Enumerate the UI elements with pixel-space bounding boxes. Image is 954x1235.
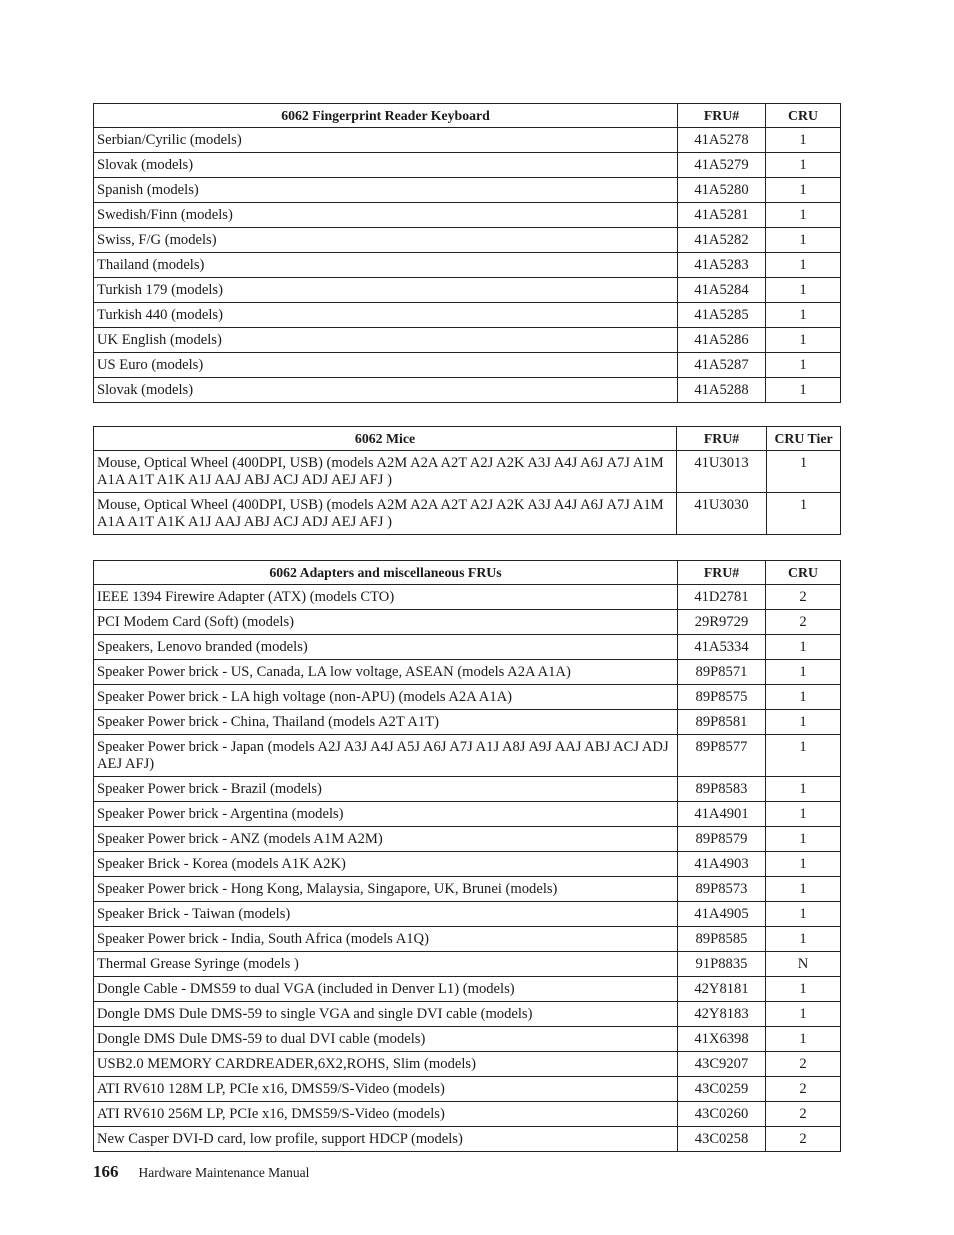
fru-number-cell: 41A5334 [678, 635, 766, 660]
description-cell: UK English (models) [94, 328, 678, 353]
cru-cell: 1 [766, 877, 841, 902]
cru-cell: 1 [766, 253, 841, 278]
page-footer [93, 1162, 309, 1182]
description-cell: Dongle DMS Dule DMS-59 to single VGA and single DVI cable (models) [94, 1002, 678, 1027]
description-cell: Slovak (models) [94, 153, 678, 178]
fru-number-cell: 41A5281 [678, 203, 766, 228]
table-row [94, 735, 841, 777]
adapters-misc-table [93, 560, 841, 1152]
cru-cell: 1 [766, 777, 841, 802]
description-cell: Thailand (models) [94, 253, 678, 278]
cru-cell: 1 [766, 927, 841, 952]
cru-cell: 1 [766, 1027, 841, 1052]
fingerprint-keyboard-table [93, 103, 841, 403]
cru-cell: 2 [766, 1127, 841, 1152]
description-cell: Serbian/Cyrilic (models) [94, 128, 678, 153]
cru-cell: 1 [766, 977, 841, 1002]
fru-number-cell: 89P8583 [678, 777, 766, 802]
table-row [94, 253, 841, 278]
description-cell: PCI Modem Card (Soft) (models) [94, 610, 678, 635]
description-cell: US Euro (models) [94, 353, 678, 378]
cru-cell: 1 [766, 378, 841, 403]
fru-number-cell: 41A4901 [678, 802, 766, 827]
description-cell: ATI RV610 256M LP, PCIe x16, DMS59/S-Video (models) [94, 1102, 678, 1127]
description-cell: Speaker Power brick - Argentina (models) [94, 802, 678, 827]
description-cell: Speaker Brick - Korea (models A1K A2K) [94, 852, 678, 877]
table-row [94, 977, 841, 1002]
cru-cell: 1 [766, 128, 841, 153]
page-number: 166 [93, 1162, 119, 1181]
table-row [94, 877, 841, 902]
fru-number-cell: 41A5288 [678, 378, 766, 403]
description-cell: Turkish 179 (models) [94, 278, 678, 303]
fru-number-cell: 91P8835 [678, 952, 766, 977]
cru-cell: 1 [766, 203, 841, 228]
column-header-description: 6062 Fingerprint Reader Keyboard [94, 104, 678, 128]
description-cell: New Casper DVI-D card, low profile, support HDCP (models) [94, 1127, 678, 1152]
table-header-row [94, 427, 841, 451]
cru-cell: 1 [767, 493, 841, 535]
description-cell: Speaker Power brick - ANZ (models A1M A2M) [94, 827, 678, 852]
fru-number-cell: 41A5280 [678, 178, 766, 203]
fru-number-cell: 29R9729 [678, 610, 766, 635]
table-row [94, 228, 841, 253]
table-row [94, 952, 841, 977]
cru-cell: 1 [766, 802, 841, 827]
table-row [94, 852, 841, 877]
table-row [94, 1002, 841, 1027]
mice-table [93, 426, 841, 535]
cru-cell: 1 [766, 735, 841, 777]
description-cell: Speaker Power brick - China, Thailand (models A2T A1T) [94, 710, 678, 735]
description-cell: Speaker Power brick - India, South Africa (models A1Q) [94, 927, 678, 952]
fru-number-cell: 89P8571 [678, 660, 766, 685]
cru-cell: 1 [766, 178, 841, 203]
description-cell: Dongle Cable - DMS59 to dual VGA (included in Denver L1) (models) [94, 977, 678, 1002]
column-header-fru: FRU# [678, 561, 766, 585]
fru-number-cell: 43C9207 [678, 1052, 766, 1077]
description-cell: Mouse, Optical Wheel (400DPI, USB) (models A2M A2A A2T A2J A2K A3J A4J A6J A7J A1M A1A A1T A1K A1J AAJ ABJ ACJ ADJ AEJ AFJ ) [94, 493, 677, 535]
fru-number-cell: 89P8581 [678, 710, 766, 735]
column-header-cru: CRU [766, 561, 841, 585]
table-header-row [94, 561, 841, 585]
description-cell: IEEE 1394 Firewire Adapter (ATX) (models CTO) [94, 585, 678, 610]
table-row [94, 178, 841, 203]
table-row [94, 303, 841, 328]
description-cell: Thermal Grease Syringe (models ) [94, 952, 678, 977]
description-cell: Mouse, Optical Wheel (400DPI, USB) (models A2M A2A A2T A2J A2K A3J A4J A6J A7J A1M A1A A1T A1K A1J AAJ ABJ ACJ ADJ AEJ AFJ ) [94, 451, 677, 493]
table-row [94, 1052, 841, 1077]
table-row [94, 827, 841, 852]
cru-cell: 1 [766, 660, 841, 685]
table-row [94, 1102, 841, 1127]
cru-cell: 1 [766, 902, 841, 927]
fru-number-cell: 89P8575 [678, 685, 766, 710]
fru-number-cell: 41A5285 [678, 303, 766, 328]
fru-number-cell: 89P8573 [678, 877, 766, 902]
fru-number-cell: 41A5283 [678, 253, 766, 278]
table-row [94, 378, 841, 403]
fru-number-cell: 41A4903 [678, 852, 766, 877]
description-cell: USB2.0 MEMORY CARDREADER,6X2,ROHS, Slim (models) [94, 1052, 678, 1077]
table-row [94, 777, 841, 802]
fru-number-cell: 41A5286 [678, 328, 766, 353]
fru-number-cell: 41U3030 [677, 493, 767, 535]
table-row [94, 902, 841, 927]
column-header-description: 6062 Mice [94, 427, 677, 451]
description-cell: ATI RV610 128M LP, PCIe x16, DMS59/S-Video (models) [94, 1077, 678, 1102]
fru-number-cell: 41A4905 [678, 902, 766, 927]
cru-cell: 1 [766, 353, 841, 378]
table-row [94, 328, 841, 353]
table-row [94, 927, 841, 952]
fru-number-cell: 41D2781 [678, 585, 766, 610]
description-cell: Speaker Power brick - US, Canada, LA low voltage, ASEAN (models A2A A1A) [94, 660, 678, 685]
cru-cell: 1 [766, 635, 841, 660]
cru-cell: 1 [766, 153, 841, 178]
table-row [94, 685, 841, 710]
fru-number-cell: 41A5279 [678, 153, 766, 178]
cru-cell: 1 [766, 852, 841, 877]
fru-number-cell: 89P8579 [678, 827, 766, 852]
table-row [94, 353, 841, 378]
table-row [94, 203, 841, 228]
table-row [94, 1077, 841, 1102]
table-row [94, 585, 841, 610]
cru-cell: N [766, 952, 841, 977]
description-cell: Spanish (models) [94, 178, 678, 203]
table-row [94, 635, 841, 660]
column-header-cru-tier: CRU Tier [767, 427, 841, 451]
fru-number-cell: 43C0259 [678, 1077, 766, 1102]
cru-cell: 1 [766, 710, 841, 735]
fru-number-cell: 41X6398 [678, 1027, 766, 1052]
cru-cell: 1 [767, 451, 841, 493]
fru-number-cell: 89P8585 [678, 927, 766, 952]
fru-number-cell: 42Y8183 [678, 1002, 766, 1027]
cru-cell: 1 [766, 1002, 841, 1027]
description-cell: Speaker Brick - Taiwan (models) [94, 902, 678, 927]
table-row [94, 610, 841, 635]
cru-cell: 2 [766, 585, 841, 610]
fru-number-cell: 41A5282 [678, 228, 766, 253]
table-row [94, 710, 841, 735]
cru-cell: 1 [766, 685, 841, 710]
column-header-cru: CRU [766, 104, 841, 128]
fru-number-cell: 42Y8181 [678, 977, 766, 1002]
table-row [94, 1127, 841, 1152]
table-row [94, 493, 841, 535]
cru-cell: 1 [766, 303, 841, 328]
description-cell: Turkish 440 (models) [94, 303, 678, 328]
cru-cell: 1 [766, 328, 841, 353]
cru-cell: 1 [766, 228, 841, 253]
fru-number-cell: 41A5287 [678, 353, 766, 378]
table-row [94, 451, 841, 493]
table-row [94, 1027, 841, 1052]
description-cell: Speaker Power brick - Brazil (models) [94, 777, 678, 802]
fru-number-cell: 41U3013 [677, 451, 767, 493]
fru-number-cell: 41A5284 [678, 278, 766, 303]
description-cell: Swiss, F/G (models) [94, 228, 678, 253]
description-cell: Dongle DMS Dule DMS-59 to dual DVI cable (models) [94, 1027, 678, 1052]
description-cell: Slovak (models) [94, 378, 678, 403]
description-cell: Speaker Power brick - LA high voltage (non-APU) (models A2A A1A) [94, 685, 678, 710]
description-cell: Swedish/Finn (models) [94, 203, 678, 228]
fru-number-cell: 43C0258 [678, 1127, 766, 1152]
cru-cell: 2 [766, 1077, 841, 1102]
fru-number-cell: 89P8577 [678, 735, 766, 777]
fru-number-cell: 43C0260 [678, 1102, 766, 1127]
column-header-fru: FRU# [677, 427, 767, 451]
table-row [94, 802, 841, 827]
cru-cell: 2 [766, 1102, 841, 1127]
table-row [94, 278, 841, 303]
column-header-description: 6062 Adapters and miscellaneous FRUs [94, 561, 678, 585]
description-cell: Speakers, Lenovo branded (models) [94, 635, 678, 660]
description-cell: Speaker Power brick - Japan (models A2J A3J A4J A5J A6J A7J A1J A8J A9J AAJ ABJ ACJ ADJ AEJ AFJ) [94, 735, 678, 777]
cru-cell: 2 [766, 610, 841, 635]
description-cell: Speaker Power brick - Hong Kong, Malaysia, Singapore, UK, Brunei (models) [94, 877, 678, 902]
cru-cell: 1 [766, 278, 841, 303]
table-row [94, 660, 841, 685]
fru-number-cell: 41A5278 [678, 128, 766, 153]
column-header-fru: FRU# [678, 104, 766, 128]
table-header-row [94, 104, 841, 128]
table-row [94, 153, 841, 178]
manual-title: Hardware Maintenance Manual [138, 1165, 310, 1180]
table-row [94, 128, 841, 153]
cru-cell: 1 [766, 827, 841, 852]
cru-cell: 2 [766, 1052, 841, 1077]
